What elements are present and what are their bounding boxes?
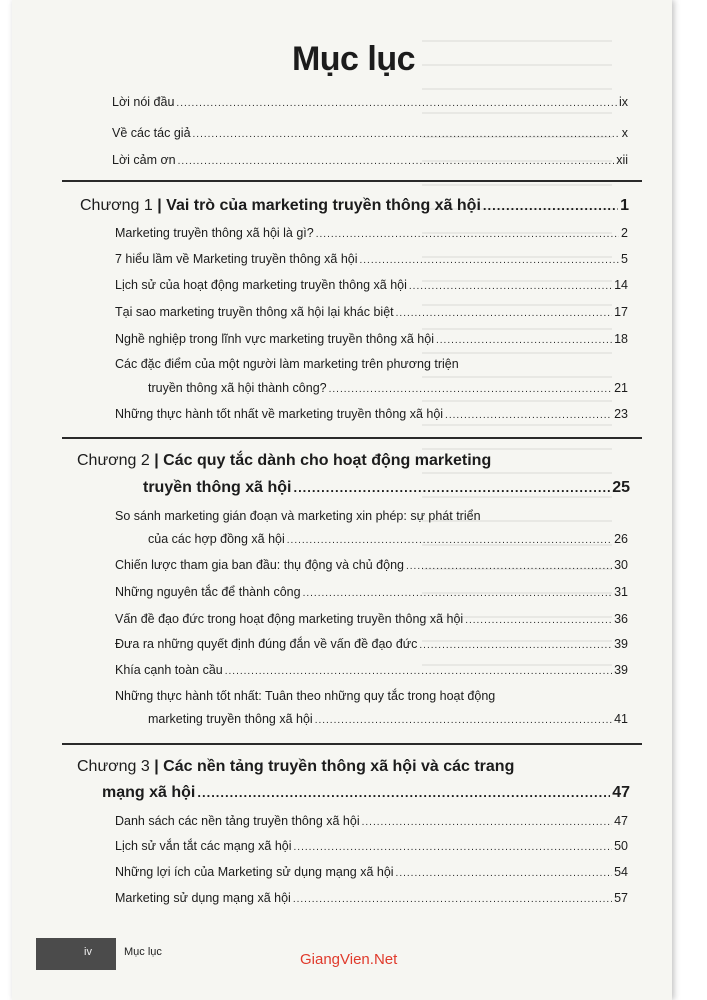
dot-leader [409, 281, 612, 292]
toc-entry-label: Về các tác giả [112, 126, 191, 140]
toc-entry-front-2 [112, 126, 628, 140]
chapter-page: 1 [620, 197, 629, 214]
toc-entry: Những thực hành tốt nhất về marketing truyền thông xã hội ..... 23 [115, 407, 628, 421]
dot-leader [315, 715, 612, 726]
toc-entry: Những lợi ích của Marketing sử dụng mạng xã hội ..... 54 [115, 865, 628, 879]
dot-leader [193, 129, 620, 140]
dot-leader [287, 535, 612, 546]
toc-entry-front-3 [112, 153, 628, 167]
toc-entry: Tại sao marketing truyền thông xã hội lại khác biệt ..... 17 [115, 305, 628, 319]
toc-entry: Khía cạnh toàn cầu ..... 39 [115, 663, 628, 677]
chapter-heading-2: Chương 2 | Các quy tắc dành cho hoạt động marketing [77, 452, 492, 469]
chapter-title: Các nền tảng truyền thông xã hội và các trang [163, 758, 515, 775]
toc-entry: Lịch sử vắn tắt các mạng xã hội ..... 50 [115, 839, 628, 853]
chapter-divider [62, 743, 642, 745]
chapter-title: Các quy tắc dành cho hoạt động marketing [163, 452, 492, 469]
toc-entry-line-1: Các đặc điểm của một người làm marketing trên phương triện [115, 357, 459, 371]
toc-entry: 7 hiểu lầm về Marketing truyền thông xã hội ..... 5 [115, 252, 628, 266]
chapter-title: Vai trò của marketing truyền thông xã hội [166, 197, 481, 214]
dot-leader [197, 785, 610, 800]
dot-leader [445, 410, 612, 421]
toc-entry: Chiến lược tham gia ban đầu: thụ động và chủ động ..... 30 [115, 558, 628, 572]
dot-leader [329, 384, 612, 395]
dot-leader [465, 615, 612, 626]
dot-leader [303, 588, 613, 599]
dot-leader [293, 894, 612, 905]
chapter-label: Chương 1 | Vai trò của marketing truyền thông xã hội [80, 197, 481, 214]
dot-leader [316, 229, 619, 240]
toc-entry-line-1: Những thực hành tốt nhất: Tuân theo những quy tắc trong hoạt động [115, 689, 496, 703]
footer-section-label: Mục lục [124, 946, 162, 958]
dot-leader [178, 156, 615, 167]
dot-leader [294, 842, 613, 853]
toc-entry: Lịch sử của hoạt động marketing truyền thông xã hội ..... 14 [115, 278, 628, 292]
chapter-heading-3-cont: mạng xã hội ..... 47 [102, 784, 630, 802]
chapter-page: 25 [612, 479, 630, 496]
toc-entry: marketing truyền thông xã hội ..... 41 [148, 712, 628, 726]
toc-entry-line-1: So sánh marketing gián đoạn và marketing xin phép: sự phát triển [115, 509, 481, 523]
toc-entry: Marketing sử dụng mạng xã hội ..... 57 [115, 891, 628, 905]
dot-leader [406, 561, 612, 572]
chapter-page: 47 [612, 784, 630, 801]
toc-entry-page: xii [616, 153, 628, 167]
toc-entry-page: ix [618, 95, 628, 109]
dot-leader [360, 255, 620, 266]
page-title: Mục lục [291, 40, 416, 78]
chapter-heading-3: Chương 3 | Các nền tảng truyền thông xã hội và các trang [77, 758, 515, 775]
dot-leader [419, 640, 612, 651]
toc-entry: Danh sách các nền tảng truyền thông xã hội ..... 47 [115, 814, 628, 828]
chapter-divider [62, 180, 642, 182]
toc-entry: Vấn đề đạo đức trong hoạt động marketing truyền thông xã hội ..... 36 [115, 612, 628, 626]
watermark: GiangVien.Net [300, 951, 398, 968]
dot-leader [362, 817, 612, 828]
dot-leader [483, 198, 618, 213]
toc-entry-label: Lời nói đầu [112, 95, 175, 109]
dot-leader [293, 480, 610, 495]
toc-entry: truyền thông xã hội thành công? ..... 21 [148, 381, 628, 395]
toc-entry-front-1 [112, 95, 628, 109]
toc-entry: của các hợp đồng xã hội ..... 26 [148, 532, 628, 546]
chapter-divider [62, 437, 642, 439]
dot-leader [176, 98, 617, 109]
toc-entry: Đưa ra những quyết định đúng đắn về vấn đề đạo đức ..... 39 [115, 637, 628, 651]
dot-leader [396, 308, 612, 319]
chapter-heading-1 [80, 197, 629, 215]
toc-entry: Marketing truyền thông xã hội là gì? ..... 2 [115, 226, 628, 240]
dot-leader [436, 335, 612, 346]
toc-entry: Những nguyên tắc để thành công ..... 31 [115, 585, 628, 599]
footer-page-tab [36, 938, 116, 970]
toc-entry-page: x [621, 126, 628, 140]
dot-leader [225, 666, 612, 677]
chapter-heading-2-cont: truyền thông xã hội ..... 25 [143, 479, 630, 497]
footer-page-number: iv [84, 946, 92, 958]
dot-leader [396, 868, 613, 879]
toc-entry-label: Lời cảm ơn [112, 153, 176, 167]
toc-entry: Nghề nghiệp trong lĩnh vực marketing truyền thông xã hội ..... 18 [115, 332, 628, 346]
